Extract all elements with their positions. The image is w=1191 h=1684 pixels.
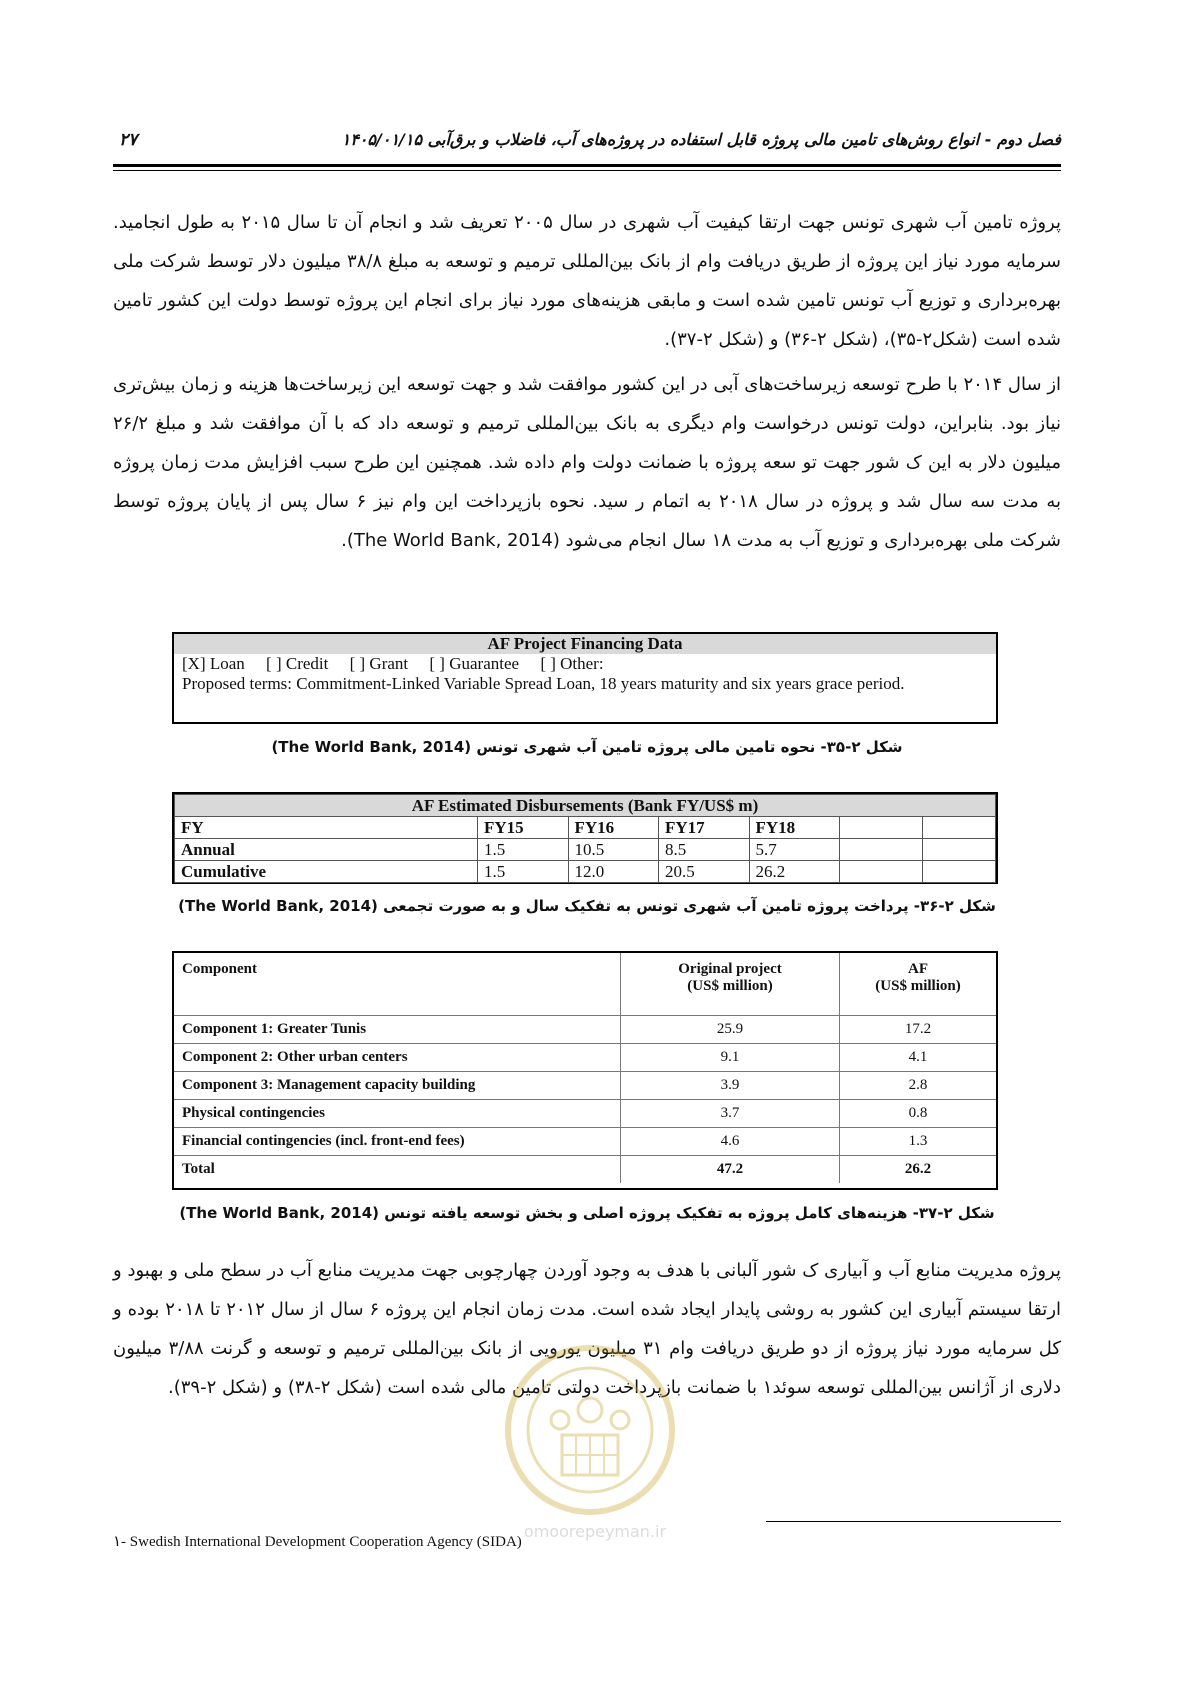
- cell: 5.7: [749, 839, 840, 861]
- footnote: ۱- Swedish International Development Cooperation Agency (SIDA): [113, 1534, 522, 1550]
- row-label: Total: [182, 1160, 215, 1177]
- col-af-unit: (US$ million): [875, 978, 961, 994]
- figure-35-terms: Proposed terms: Commitment-Linked Variable Spread Loan, 18 years maturity and six years grace period.: [182, 674, 905, 693]
- figure-36-box: [172, 792, 998, 884]
- cell: 10.5: [568, 839, 659, 861]
- option-other: [ ] Other:: [540, 654, 604, 673]
- cell: [840, 839, 923, 861]
- row-label: Component 2: Other urban centers: [174, 1043, 621, 1071]
- option-loan: [X] Loan: [182, 654, 245, 673]
- figure-35-options: [174, 654, 996, 674]
- table-row: [174, 1071, 996, 1099]
- paragraph-tunis-intro: پروژه تامین آب شهری تونس جهت ارتقا کیفیت آب شهری در سال ۲۰۰۵ تعریف شد و انجام آن تا سال ۲۰۱۵ به طول انجامید. سرمایه مورد نیاز این پروژه از طریق دریافت وام از بانک بین‌المللی ترمیم و توسعه به مبلغ ۳۸/۸ میلیون دلار توسط شرکت ملی بهره‌برداری و توزیع آب تونس تامین شده است و مابقی هزینه‌های مورد نیاز برای انجام این پروژه توسط دولت این کشور تامین شده است (شکل۲-۳۵)، (شکل ۲-۳۶) و (شکل ۲-۳۷).: [113, 212, 1061, 350]
- page-number: ۲۷: [119, 130, 138, 150]
- figure-36-caption: شکل ۲-۳۶- پرداخت پروژه تامین آب شهری تونس به تفکیک سال و به صورت تجمعی (The World Bank, 2014): [178, 897, 996, 915]
- header-fy16: FY16: [568, 817, 659, 839]
- col-original-label: Original project: [678, 961, 782, 977]
- col-component: Component: [174, 953, 621, 1015]
- option-credit: [ ] Credit: [266, 654, 329, 673]
- header-empty-1: [840, 817, 923, 839]
- col-af-label: AF: [908, 961, 928, 977]
- cell: 20.5: [659, 861, 750, 883]
- table-row: [175, 839, 996, 861]
- figure-37-caption: شکل ۲-۳۷- هزینه‌های کامل پروژه به تفکیک پروژه اصلی و بخش توسعه یافته تونس (The World Bank, 2014): [179, 1204, 995, 1222]
- footnote-rule: [766, 1521, 1061, 1522]
- watermark-text: omoorepeyman.ir: [523, 1522, 667, 1541]
- row-label: Physical contingencies: [174, 1099, 621, 1127]
- col-original-unit: (US$ million): [687, 978, 773, 994]
- cell: 12.0: [568, 861, 659, 883]
- cell: 1.5: [478, 861, 569, 883]
- header-fy: FY: [175, 817, 478, 839]
- table-row: [175, 861, 996, 883]
- watermark-seal-icon: [490, 1340, 690, 1540]
- cell: 17.2: [840, 1015, 997, 1043]
- paragraph-albania: پروژه مدیریت منابع آب و آبیاری ک شور آلبانی با هدف به وجود آوردن چهارچوبی جهت مدیریت منابع آب در سطح ملی و بهبود و ارتقا سیستم آبیاری این کشور به روشی پایدار ایجاد شده است. مدت زمان انجام این پروژه ۶ سال از سال ۲۰۱۲ تا ۲۰۱۸ بوده و کل سرمایه مورد نیاز پروژه از دو طریق دریافت وام ۳۱ میلیون یورویی از بانک بین‌المللی ترمیم و توسعه و گرنت ۳/۸۸ میلیون دلاری از آژانس بین‌المللی توسعه سوئد۱ با ضمانت بازپرداخت دولتی تامین مالی شده است (شکل ۲-۳۸) و (شکل ۲-۳۹).: [113, 1260, 1062, 1398]
- cell: 26.2: [749, 861, 840, 883]
- header-rule-thick: [113, 164, 1061, 167]
- cell: 8.5: [659, 839, 750, 861]
- row-label: Financial contingencies (incl. front-end fees): [174, 1127, 621, 1155]
- figure-37-box: [172, 951, 998, 1190]
- cell: 4.6: [621, 1127, 840, 1155]
- cell: [923, 839, 996, 861]
- figure-35-caption: شکل ۲-۳۵- نحوه تامین مالی پروژه تامین آب شهری تونس (The World Bank, 2014): [271, 738, 903, 756]
- cell: 1.5: [478, 839, 569, 861]
- table-row-total: [174, 1155, 996, 1183]
- cell: [923, 861, 996, 883]
- header-fy15: FY15: [478, 817, 569, 839]
- figure-36-heading: AF Estimated Disbursements (Bank FY/US$ m): [175, 795, 996, 817]
- header-fy17: FY17: [659, 817, 750, 839]
- row-label: Annual: [175, 839, 478, 861]
- col-original: [621, 953, 840, 1015]
- table-row: [174, 1043, 996, 1071]
- header-empty-2: [923, 817, 996, 839]
- cell: 3.7: [621, 1099, 840, 1127]
- table-row: [174, 1099, 996, 1127]
- cell: 1.3: [840, 1127, 997, 1155]
- option-grant: [ ] Grant: [349, 654, 409, 673]
- cell: 2.8: [840, 1071, 997, 1099]
- figure-35-box: [172, 632, 998, 724]
- header-fy18: FY18: [749, 817, 840, 839]
- cell: [840, 861, 923, 883]
- paragraph-tunis-expansion: از سال ۲۰۱۴ با طرح توسعه زیرساخت‌های آبی در این کشور موافقت شد و جهت توسعه این زیرساخت‌ها هزینه و زمان بیش‌تری نیاز بود. بنابراین، دولت تونس درخواست وام دیگری به بانک بین‌المللی ترمیم و توسعه داد که با آن موافقت شد و مبلغ ۲۶/۲ میلیون دلار به این ک شور جهت تو سعه پروژه با ضمانت دولت وام داده شد. همچنین این طرح سبب افزایش مدت زمان پروژه به مدت سه سال شد و پروژه در سال ۲۰۱۸ به اتمام ر سید. نحوه بازپرداخت این وام نیز ۶ سال پس از پایان پروژه توسط شرکت ملی بهره‌برداری و توزیع آب به مدت ۱۸ سال انجام می‌شود (The World Bank, 2014).: [113, 374, 1062, 551]
- cell: 4.1: [840, 1043, 997, 1071]
- figure-35-heading: AF Project Financing Data: [174, 634, 996, 654]
- row-label: Component 1: Greater Tunis: [174, 1015, 621, 1043]
- cell: 9.1: [621, 1043, 840, 1071]
- table-row: [174, 1015, 996, 1043]
- cell: 25.9: [621, 1015, 840, 1043]
- watermark-logo: [490, 1340, 690, 1540]
- table-row: [174, 1127, 996, 1155]
- cell: 47.2: [621, 1155, 840, 1183]
- chapter-title: فصل دوم - انواع روش‌های تامین مالی پروژه قابل استفاده در پروژه‌های آب، فاضلاب و برق‌آبی ۱۴۰۵/۰۱/۱۵: [341, 130, 1061, 149]
- row-label: Cumulative: [175, 861, 478, 883]
- cell: 26.2: [840, 1155, 997, 1183]
- option-guarantee: [ ] Guarantee: [429, 654, 520, 673]
- cell: 3.9: [621, 1071, 840, 1099]
- col-af: [840, 953, 997, 1015]
- row-label: Component 3: Management capacity building: [174, 1071, 621, 1099]
- cell: 0.8: [840, 1099, 997, 1127]
- header-rule-thin: [113, 170, 1061, 171]
